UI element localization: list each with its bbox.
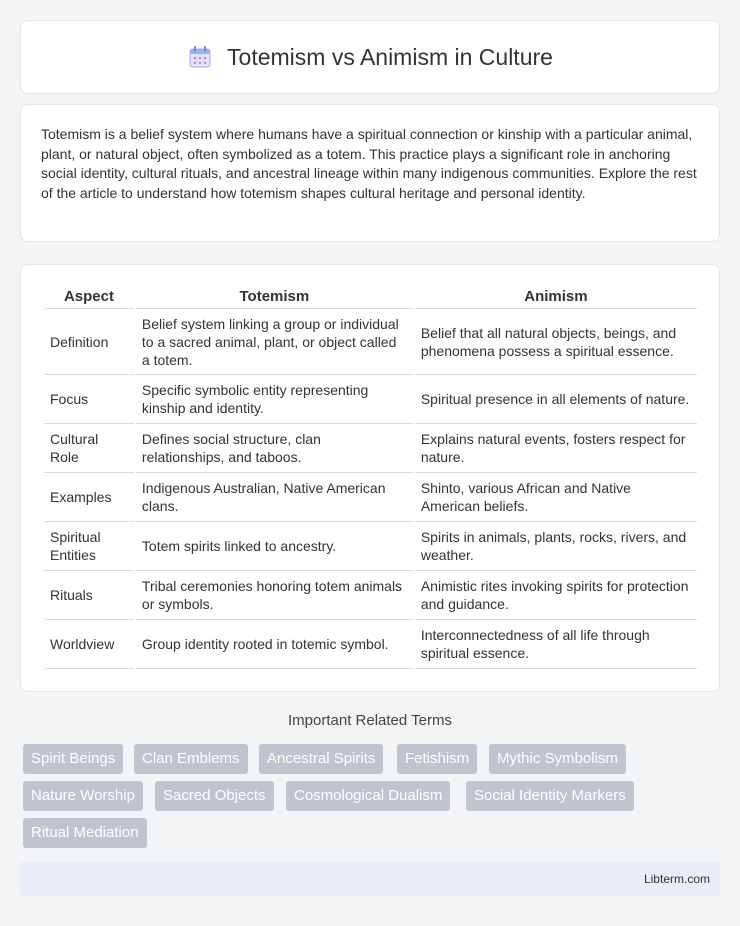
header-card <box>20 20 720 94</box>
table-header-row <box>44 285 697 309</box>
table-cell-totemism: Tribal ceremonies honoring totem animals or symbols. <box>136 571 413 620</box>
tag-spirit-beings[interactable]: Spirit Beings <box>23 744 123 774</box>
column-header-aspect: Aspect <box>44 285 134 309</box>
comparison-table-card <box>20 264 720 692</box>
table-cell-animism: Shinto, various African and Native American beliefs. <box>415 473 697 522</box>
tag-cosmological-dualism[interactable]: Cosmological Dualism <box>286 781 450 811</box>
table-cell-totemism: Totem spirits linked to ancestry. <box>136 522 413 571</box>
table-cell-animism: Spirits in animals, plants, rocks, rivers, and weather. <box>415 522 697 571</box>
footer-site-link[interactable]: Libterm.com <box>643 872 710 886</box>
table-row <box>44 375 697 424</box>
table-cell-animism: Belief that all natural objects, beings, and phenomena possess a spiritual essence. <box>415 309 697 375</box>
tag-ritual-mediation[interactable]: Ritual Mediation <box>23 818 147 848</box>
tag-mythic-symbolism[interactable]: Mythic Symbolism <box>489 744 626 774</box>
table-row <box>44 571 697 620</box>
column-header-totemism: Totemism <box>136 285 413 309</box>
table-cell-aspect: Definition <box>44 309 134 375</box>
tag-nature-worship[interactable]: Nature Worship <box>23 781 143 811</box>
column-header-animism: Animism <box>415 285 697 309</box>
intro-paragraph: Totemism is a belief system where humans have a spiritual connection or kinship with a particular animal, plant, or natural object, often symbolized as a totem. This practice plays a significant role in anchoring social identity, cultural rituals, and ancestral lineage within many indigenous communities. Explore the rest of the article to understand how totemism shapes cultural heritage and personal identity. <box>41 126 697 201</box>
table-cell-totemism: Belief system linking a group or individual to a sacred animal, plant, or object called a totem. <box>136 309 413 375</box>
table-cell-aspect: Examples <box>44 473 134 522</box>
table-row <box>44 424 697 473</box>
page-title: Totemism vs Animism in Culture <box>227 43 553 70</box>
footer <box>20 862 720 896</box>
table-cell-aspect: Worldview <box>44 620 134 669</box>
table-row <box>44 620 697 669</box>
intro-card <box>20 104 720 242</box>
table-cell-totemism: Defines social structure, clan relationships, and taboos. <box>136 424 413 473</box>
calendar-icon <box>187 44 213 70</box>
table-row <box>44 309 697 375</box>
related-terms-title: Important Related Terms <box>288 712 452 729</box>
tag-sacred-objects[interactable]: Sacred Objects <box>155 781 274 811</box>
table-cell-animism: Animistic rites invoking spirits for protection and guidance. <box>415 571 697 620</box>
table-cell-aspect: Focus <box>44 375 134 424</box>
title-wrap <box>187 44 553 71</box>
tag-clan-emblems[interactable]: Clan Emblems <box>134 744 248 774</box>
table-row <box>44 473 697 522</box>
tag-social-identity-markers[interactable]: Social Identity Markers <box>466 781 634 811</box>
table-row <box>44 522 697 571</box>
tag-ancestral-spirits[interactable]: Ancestral Spirits <box>259 744 383 774</box>
tag-fetishism[interactable]: Fetishism <box>397 744 477 774</box>
table-cell-totemism: Indigenous Australian, Native American clans. <box>136 473 413 522</box>
table-cell-animism: Explains natural events, fosters respect for nature. <box>415 424 697 473</box>
table-cell-animism: Spiritual presence in all elements of nature. <box>415 375 697 424</box>
table-cell-animism: Interconnectedness of all life through spiritual essence. <box>415 620 697 669</box>
table-cell-aspect: Spiritual Entities <box>44 522 134 571</box>
table-cell-totemism: Group identity rooted in totemic symbol. <box>136 620 413 669</box>
table-cell-aspect: Rituals <box>44 571 134 620</box>
table-cell-aspect: Cultural Role <box>44 424 134 473</box>
comparison-table <box>42 285 699 669</box>
table-cell-totemism: Specific symbolic entity representing kinship and identity. <box>136 375 413 424</box>
